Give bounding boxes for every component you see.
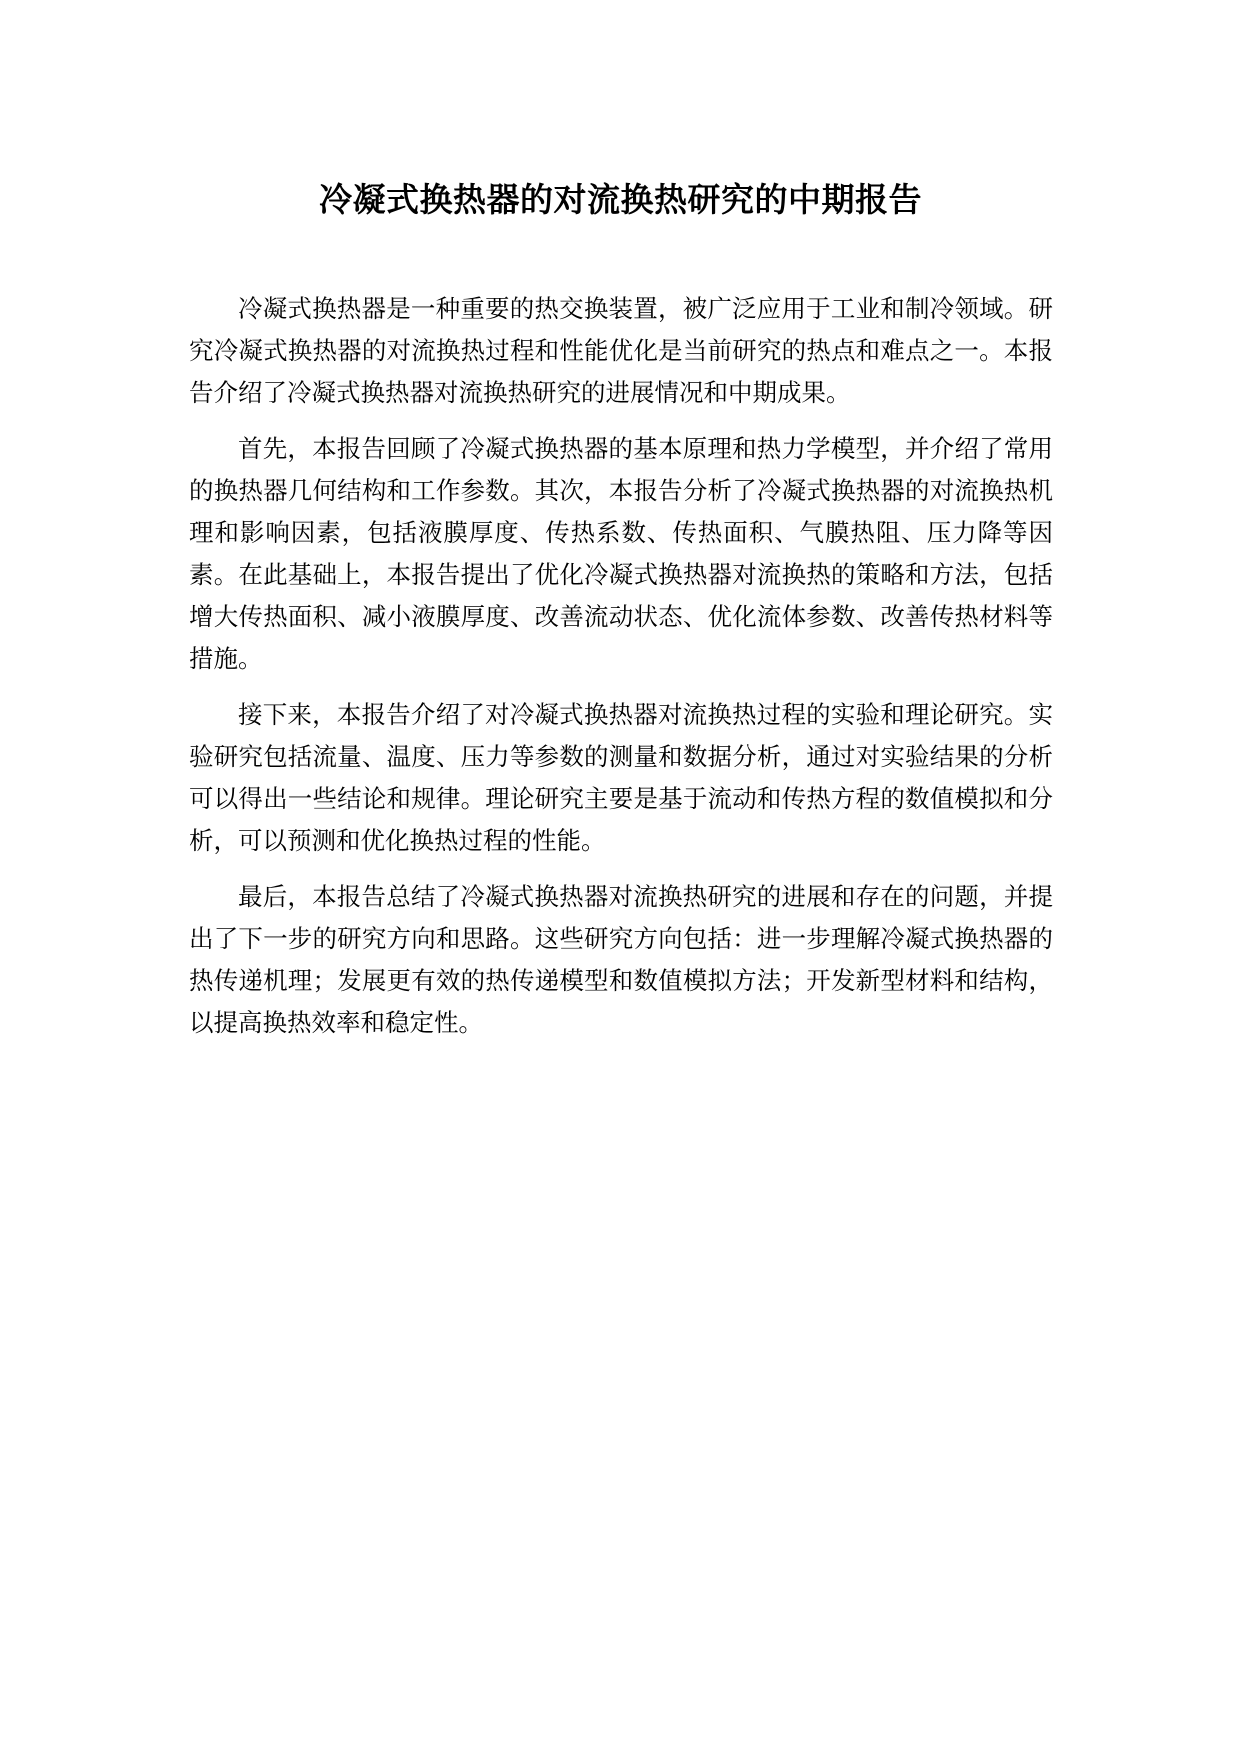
paragraph-2: 首先，本报告回顾了冷凝式换热器的基本原理和热力学模型，并介绍了常用的换热器几何结构和工作参数。其次，本报告分析了冷凝式换热器的对流换热机理和影响因素，包括液膜厚度、传热系数、传热面积、气膜热阻、压力降等因素。在此基础上，本报告提出了优化冷凝式换热器对流换热的策略和方法，包括增大传热面积、减小液膜厚度、改善流动状态、优化流体参数、改善传热材料等措施。 [189, 434, 1053, 673]
document-title: 冷凝式换热器的对流换热研究的中期报告 [319, 180, 922, 219]
document-body [189, 288, 1053, 1058]
paragraph-3: 接下来，本报告介绍了对冷凝式换热器对流换热过程的实验和理论研究。实验研究包括流量、温度、压力等参数的测量和数据分析，通过对实验结果的分析可以得出一些结论和规律。理论研究主要是基于流动和传热方程的数值模拟和分析，可以预测和优化换热过程的性能。 [189, 700, 1053, 855]
paragraph-1: 冷凝式换热器是一种重要的热交换装置，被广泛应用于工业和制冷领域。研究冷凝式换热器的对流换热过程和性能优化是当前研究的热点和难点之一。本报告介绍了冷凝式换热器对流换热研究的进展情况和中期成果。 [189, 294, 1053, 407]
paragraph-4: 最后，本报告总结了冷凝式换热器对流换热研究的进展和存在的问题，并提出了下一步的研究方向和思路。这些研究方向包括：进一步理解冷凝式换热器的热传递机理；发展更有效的热传递模型和数值模拟方法；开发新型材料和结构，以提高换热效率和稳定性。 [189, 882, 1053, 1037]
